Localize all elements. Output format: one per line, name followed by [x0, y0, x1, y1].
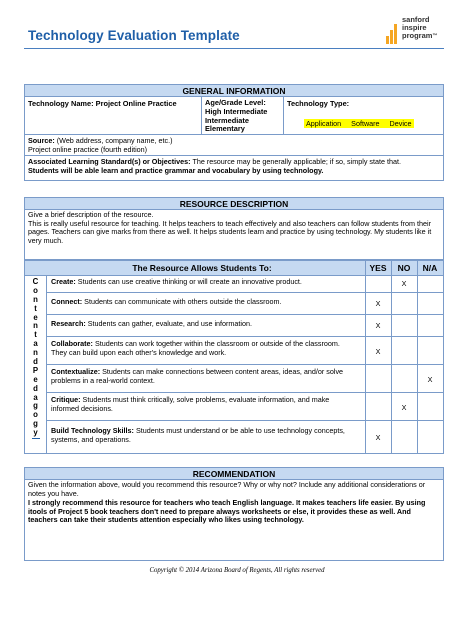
- tech-type-application: Application: [306, 119, 342, 128]
- col-no-header: NO: [397, 263, 411, 273]
- logo-bars-icon: [386, 20, 400, 44]
- title-rule: [24, 48, 444, 49]
- standards-label: Associated Learning Standard(s) or Objectives:: [28, 157, 191, 166]
- allows-heading: The Resource Allows Students To:: [132, 263, 272, 273]
- table-row: Critique: Students must think critically, solve problems, evaluate information, and make informed decisions. X: [47, 393, 443, 421]
- recommendation-section: [24, 467, 444, 561]
- logo-trademark: ™: [432, 33, 438, 39]
- general-information-heading: GENERAL INFORMATION: [25, 85, 443, 97]
- source-label: Source:: [28, 136, 55, 145]
- content-and-pedagogy-vertical-label: C o n t e n t a n d P e d a g o g y: [25, 276, 47, 453]
- table-row: Build Technology Skills: Students must understand or be able to use technology concepts, systems, and operations. X: [51, 426, 381, 444]
- table-row: Contextualize: Students can make connections between content areas, ideas, and/or solve problems in a real-world context. X: [47, 365, 443, 393]
- standards-value: Students will be able learn and practice grammar and vocabulary by using technology.: [28, 165, 324, 175]
- logo-line-1: sanford: [402, 15, 430, 24]
- table-row: Research: Students can gather, evaluate, and use information. X: [47, 315, 443, 337]
- copyright-footer: Copyright © 2014 Arizona Board of Regents, All rights reserved: [149, 567, 325, 574]
- tech-type-label: Technology Type:: [287, 99, 350, 108]
- logo-line-3: program: [402, 31, 433, 40]
- recommendation-prompt: Given the information above, would you recommend this resource? Why or why not? Include any additional considerations or notes you have.: [28, 480, 426, 498]
- col-na-header: N/A: [422, 263, 438, 273]
- sanford-logo: [386, 14, 448, 46]
- recommendation-heading: RECOMMENDATION: [25, 468, 443, 480]
- resource-prompt: Give a brief description of the resource.: [28, 210, 154, 219]
- table-row: Connect: Students can communicate with others outside the classroom. X: [47, 293, 443, 315]
- col-yes-header: YES: [369, 263, 387, 273]
- logo-line-2: inspire: [402, 23, 427, 32]
- tech-type-options: [304, 119, 414, 128]
- tech-type-software: Software: [351, 119, 380, 128]
- resource-description-section: [24, 197, 444, 260]
- general-information-section: [24, 84, 444, 181]
- standards-hint: The resource may be generally applicable; if so, simply state that.: [192, 157, 401, 166]
- table-row: Collaborate: Students can work together within the classroom or outside of the classroom. They can build upon each other's knowledge and work. X: [47, 337, 443, 365]
- tech-type-device: Device: [389, 119, 412, 128]
- resource-text: This is really useful resource for teaching. It helps teachers to teach effectively and also teachers can follow students from their pages. Teachers can give marks from there as well. It helps students learn and practice by using technology. My students like it very much.: [28, 218, 432, 245]
- source-value: Project online practice (fourth edition): [28, 144, 148, 154]
- age-level-label: Age/Grade Level:: [205, 98, 266, 107]
- table-row: Create: Students can use creative thinking or will create an innovative product. X: [47, 276, 443, 293]
- tech-name-value: Project Online Practice: [95, 99, 177, 108]
- tech-name-label: Technology Name:: [28, 99, 94, 108]
- allows-table: [24, 260, 444, 454]
- resource-description-heading: RESOURCE DESCRIPTION: [25, 198, 443, 210]
- source-hint: (Web address, company name, etc.): [56, 136, 173, 145]
- recommendation-text: I strongly recommend this resource for teachers who teach English language. It makes teachers life easier. By using itools of Project 5 book teachers don't need to prepare always worksheets or else, it provides these as well. And teachers can take their students attention especially who likes using technology.: [28, 498, 426, 525]
- age-level-value: High Intermediate Intermediate Elementary: [205, 106, 268, 134]
- document-title: Technology Evaluation Template: [28, 28, 240, 43]
